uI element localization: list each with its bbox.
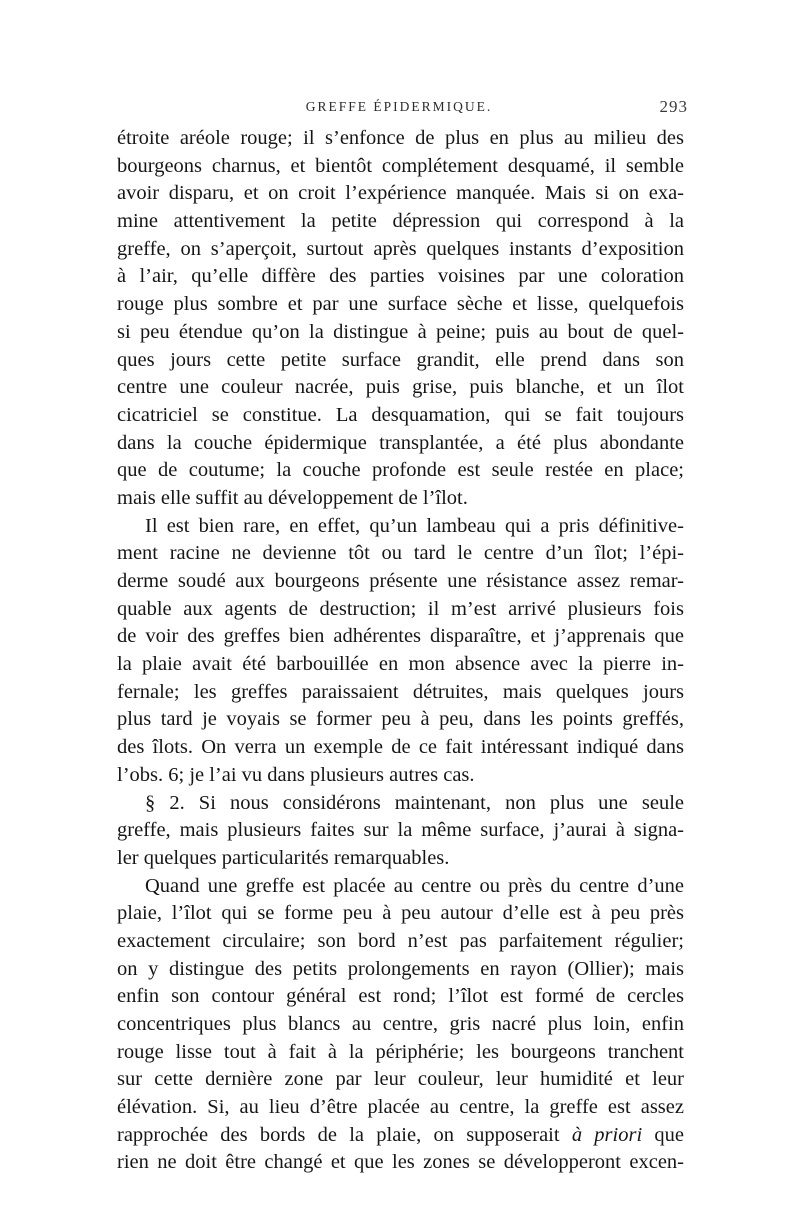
text-line: rouge lisse tout à fait à la périphérie; les bourgeons tranchent: [117, 1040, 684, 1063]
text-line: greffe, mais plusieurs faites sur la même surface, j’aurai à signa-: [117, 819, 684, 842]
text-line: à l’air, qu’elle diffère des parties voisines par une coloration: [117, 265, 684, 288]
text-line: la plaie avait été barbouillée en mon absence avec la pierre in-: [117, 653, 684, 676]
text-line: plus tard je voyais se former peu à peu, dans les points greffés,: [117, 708, 684, 731]
text-line: Il est bien rare, en effet, qu’un lambeau qui a pris définitive-: [145, 514, 684, 537]
text-line: enfin son contour général est rond; l’îlot est formé de cercles: [117, 985, 684, 1008]
text-line: derme soudé aux bourgeons présente une résistance assez remar-: [117, 570, 684, 592]
text-line: rien ne doit être changé et que les zones se développeront excen-: [117, 1151, 684, 1174]
text-line: greffe, on s’aperçoit, surtout après quelques instants d’exposition: [117, 237, 684, 260]
text-line: cicatriciel se constitue. La desquamation, qui se fait toujours: [117, 403, 684, 426]
text-line: exactement circulaire; son bord n’est pas parfaitement régulier;: [117, 929, 684, 952]
paragraph-2: [117, 513, 684, 790]
text-line: centre une couleur nacrée, puis grise, puis blanche, et un îlot: [117, 376, 684, 399]
text-line: ques jours cette petite surface grandit, elle prend dans son: [117, 348, 684, 371]
text-line: Quand une greffe est placée au centre ou près du centre d’une: [145, 874, 684, 897]
text-line: ment racine ne devienne tôt ou tard le centre d’un îlot; l’épi-: [117, 542, 684, 565]
text-line: de voir des greffes bien adhérentes disparaître, et j’apprenais que: [117, 625, 684, 648]
text-line: sur cette dernière zone par leur couleur, leur humidité et leur: [117, 1068, 684, 1091]
italic-phrase: à priori: [571, 1123, 643, 1146]
text-line: plaie, l’îlot qui se forme peu à peu autour d’elle est à peu près: [117, 902, 684, 925]
page-number: 293: [659, 97, 688, 116]
text-line: mais elle suffit au développement de l’îlot.: [117, 486, 468, 509]
text-line: § 2. Si nous considérons maintenant, non plus une seule: [145, 791, 684, 814]
text-line: avoir disparu, et on croit l’expérience manquée. Mais si on exa-: [117, 182, 684, 205]
text-line: que de coutume; la couche profonde est seule restée en place;: [117, 459, 684, 482]
paragraph-4: [117, 873, 684, 1178]
paragraph-1: [117, 125, 684, 513]
text-line: si peu étendue qu’on la distingue à peine; puis au bout de quel-: [117, 320, 684, 343]
text-line: des îlots. On verra un exemple de ce fait intéressant indiqué dans: [117, 736, 684, 759]
text-line: mine attentivement la petite dépression qui correspond à la: [117, 210, 684, 233]
text-line: rouge plus sombre et par une surface sèche et lisse, quelquefois: [117, 293, 684, 316]
text-line: on y distingue des petits prolongements en rayon (Ollier); mais: [117, 957, 684, 980]
running-title: GREFFE ÉPIDERMIQUE.: [305, 99, 493, 114]
text-line: l’obs. 6; je l’ai vu dans plusieurs autres cas.: [117, 763, 475, 786]
text-line: fernale; les greffes paraissaient détruites, mais quelques jours: [117, 680, 684, 703]
paragraph-3: [117, 790, 684, 873]
text-line: concentriques plus blancs au centre, gris nacré plus loin, enfin: [117, 1013, 684, 1035]
text-line: étroite aréole rouge; il s’enfonce de plus en plus au milieu des: [117, 127, 684, 149]
text-segment: rapprochée des bords de la plaie, on supposerait: [117, 1123, 560, 1146]
body-text: [117, 125, 684, 1177]
text-line-with-italic: [117, 1122, 684, 1150]
text-line: élévation. Si, au lieu d’être placée au centre, la greffe est assez: [117, 1096, 684, 1119]
running-head: [110, 99, 688, 123]
text-line: bourgeons charnus, et bientôt complétement desquamé, il semble: [117, 154, 684, 177]
text-line: dans la couche épidermique transplantée, a été plus abondante: [117, 431, 684, 454]
text-line: quable aux agents de destruction; il m’est arrivé plusieurs fois: [117, 597, 684, 620]
text-segment: que: [654, 1123, 685, 1146]
text-line: ler quelques particularités remarquables.: [117, 846, 450, 869]
